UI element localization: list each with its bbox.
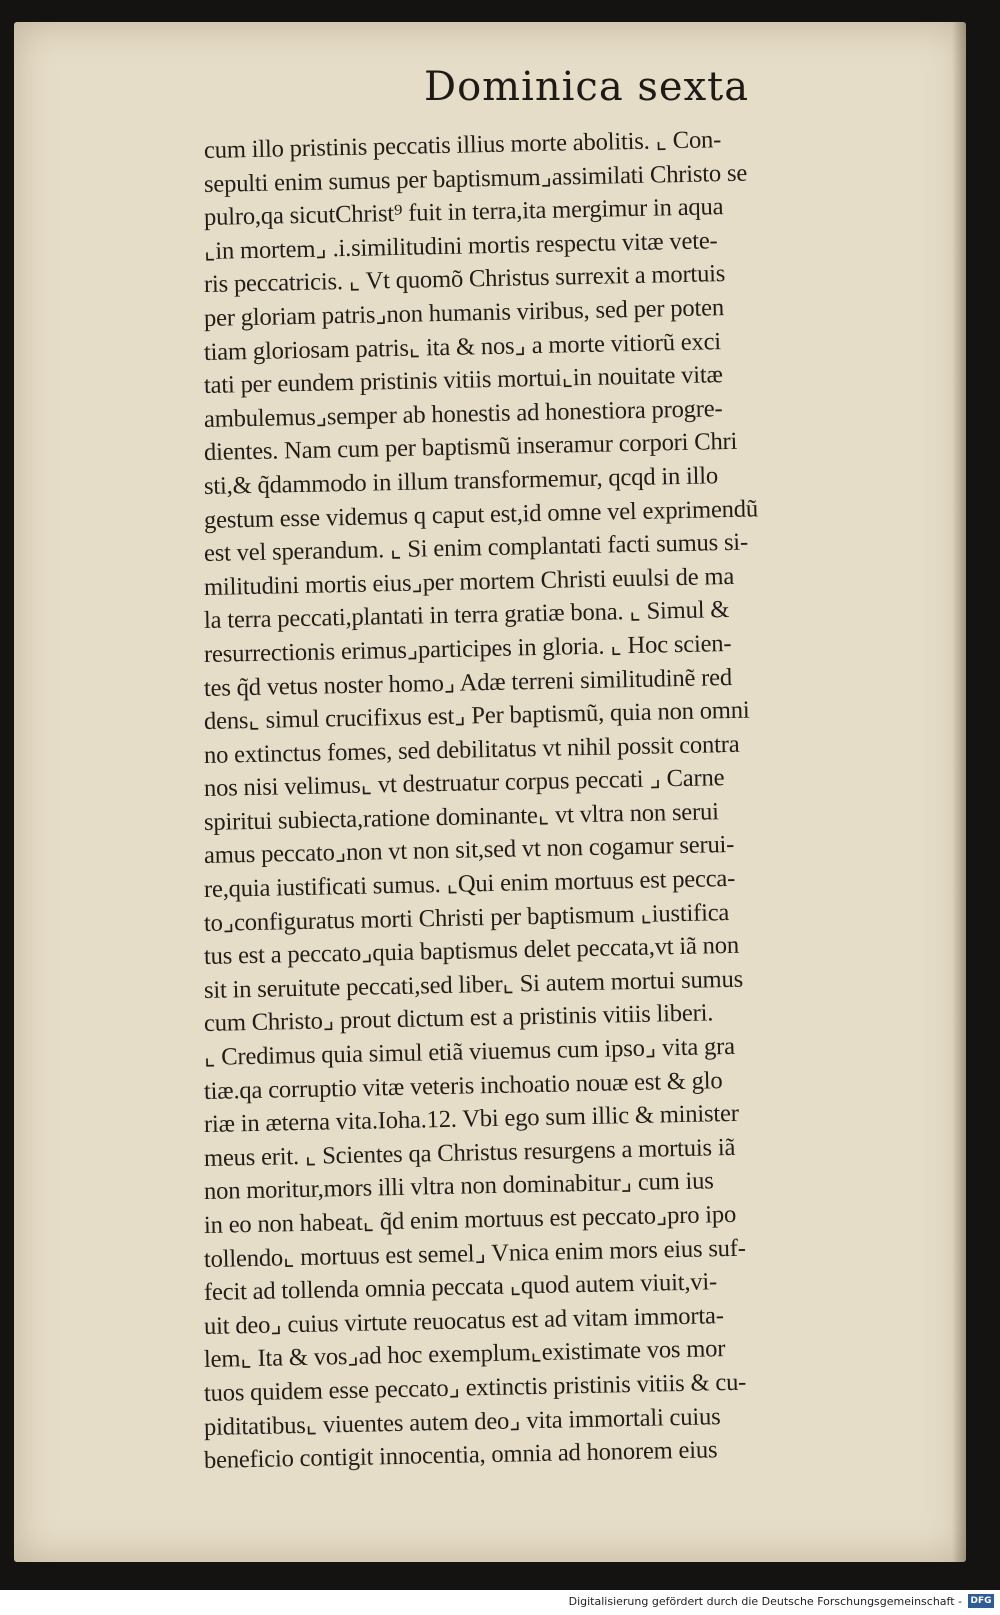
page-header: Dominica sexta xyxy=(424,64,750,110)
text-line: tes q̃d vetus noster homo⌟ Adæ terreni similitudinẽ red xyxy=(203,663,733,702)
text-line: pulro,qa sicutChrist⁹ fuit in terra,ita mergimur in aqua xyxy=(203,193,724,232)
text-line: ris peccatricis. ⌞ Vt quomõ Christus surrexit a mortuis xyxy=(203,260,726,299)
dfg-logo: DFG xyxy=(968,1594,994,1608)
text-line: tiam gloriosam patris⌞ ita & nos⌟ a morte vitiorũ exci xyxy=(203,327,722,366)
text-line: sit in seruitute peccati,sed liber⌞ Si autem mortui sumus xyxy=(203,965,744,1004)
text-line: in eo non habeat⌞ q̃d enim mortuus est peccato⌟pro ipo xyxy=(203,1200,737,1239)
text-line: nos nisi velimus⌞ vt destruatur corpus peccati ⌟ Carne xyxy=(203,764,725,803)
text-line: tus est a peccato⌟quia baptismus delet peccata,vt iã non xyxy=(203,932,740,971)
text-line: cum illo pristinis peccatis illius morte abolitis. ⌞ Con- xyxy=(203,126,722,164)
text-line: amus peccato⌟non vt non sit,sed vt non cogamur serui- xyxy=(203,831,735,870)
text-line: militudini mortis eius⌟per mortem Christi euulsi de ma xyxy=(203,562,735,601)
text-line: tuos quidem esse peccato⌟ extinctis pristinis vitiis & cu- xyxy=(203,1368,747,1407)
text-line: lem⌞ Ita & vos⌟ad hoc exemplum⌞existimate vos mor xyxy=(203,1335,726,1374)
text-line: beneficio contigit innocentia, omnia ad honorem eius xyxy=(203,1436,718,1475)
text-line: dientes. Nam cum per baptismũ inseramur corpori Chri xyxy=(203,428,738,467)
footer-bar xyxy=(0,1590,1000,1615)
text-line: la terra peccati,plantati in terra gratiæ bona. ⌞ Simul & xyxy=(203,596,730,635)
text-line: tollendo⌞ mortuus est semel⌟ Vnica enim mors eius suf- xyxy=(203,1234,747,1273)
text-line: ⌞ Credimus quia simul etiã viuemus cum ipso⌟ vita gra xyxy=(203,1032,736,1072)
text-line: dens⌞ simul crucifixus est⌟ Per baptismũ, quia non omni xyxy=(203,696,750,736)
text-line: resurrectionis erimus⌟participes in gloria. ⌞ Hoc scien- xyxy=(203,629,732,668)
text-line: gestum esse videmus q caput est,id omne vel exprimendũ xyxy=(203,494,759,534)
text-line: tiæ.qa corruptio vitæ veteris inchoatio nouæ est & glo xyxy=(203,1066,723,1105)
text-line: meus erit. ⌞ Scientes qa Christus resurgens a mortuis iã xyxy=(203,1133,736,1172)
page-content xyxy=(14,22,966,1562)
text-line: ⌞in mortem⌟ .i.similitudini mortis respectu vitæ vete- xyxy=(203,227,718,265)
text-line: fecit ad tollenda omnia peccata ⌞quod autem viuit,vi- xyxy=(203,1268,718,1307)
text-line: ambulemus⌟semper ab honestis ad honestiora progre- xyxy=(203,394,723,433)
book-page xyxy=(14,22,966,1562)
text-line: per gloriam patris⌟non humanis viribus, sed per poten xyxy=(203,294,725,332)
page-edge xyxy=(952,22,966,1562)
text-line: est vel sperandum. ⌞ Si enim complantati facti sumus si- xyxy=(203,528,749,568)
text-line: to⌟configuratus morti Christi per baptismum ⌞iustifica xyxy=(203,898,730,937)
body-text xyxy=(203,126,944,1478)
funding-notice: Digitalisierung gefördert durch die Deutsche Forschungsgemeinschaft - xyxy=(568,1595,962,1608)
text-line: non moritur,mors illi vltra non dominabitur⌟ cum ius xyxy=(203,1167,714,1206)
text-line: sti,& q̃dammodo in illum transformemur, qcqd in illo xyxy=(203,462,719,500)
text-line: riæ in æterna vita.Ioha.12. Vbi ego sum illic & minister xyxy=(203,1100,739,1139)
text-line: tati per eundem pristinis vitiis mortui⌞in nouitate vitæ xyxy=(203,361,723,400)
text-line: spiritui subiecta,ratione dominante⌞ vt vltra non serui xyxy=(203,798,719,836)
text-line: re,quia iustificati sumus. ⌞Qui enim mortuus est pecca- xyxy=(203,864,736,904)
text-line: sepulti enim sumus per baptismum⌟assimilati Christo se xyxy=(203,159,748,198)
text-line: no extinctus fomes, sed debilitatus vt nihil possit contra xyxy=(203,730,740,769)
text-line: piditatibus⌞ viuentes autem deo⌟ vita immortali cuius xyxy=(203,1402,721,1441)
text-line: cum Christo⌟ prout dictum est a pristinis vitiis liberi. xyxy=(203,999,714,1038)
text-line: uit deo⌟ cuius virtute reuocatus est ad vitam immorta- xyxy=(203,1301,724,1340)
